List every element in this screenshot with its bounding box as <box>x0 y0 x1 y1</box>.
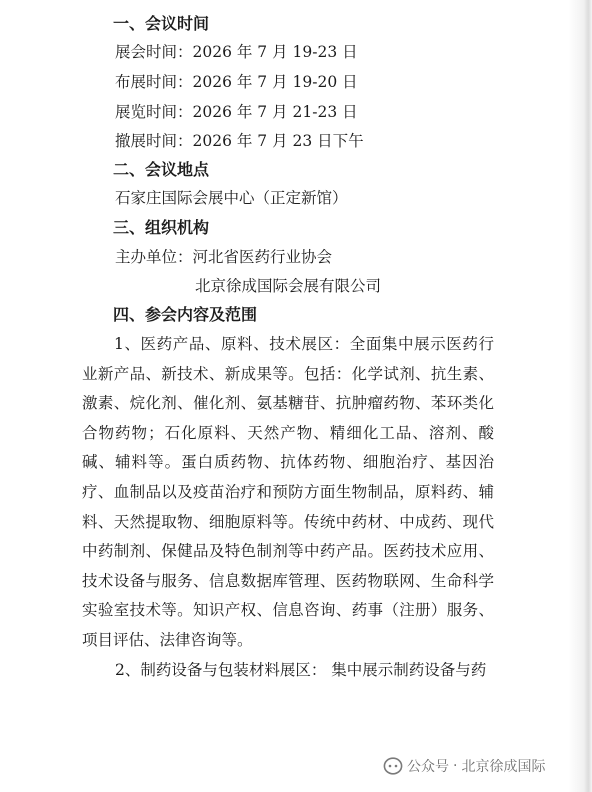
scope-item-1-paragraph: 1、医药产品、原料、技术展区：全面集中展示医药行业新产品、新技术、新成果等。包括：化学试剂、抗生素、激素、烷化剂、催化剂、氨基糖苷、抗肿瘤药物、苯环类化合物药物；石化原料、天然产物、精细化工品、溶剂、酸碱、辅料等。蛋白质药物、抗体药物、细胞治疗、基因治疗、血制品以及疫苗治疗和预防方面生物制品，原料药、辅料、天然提取物、细胞原料等。传统中药材、中成药、现代中药制剂、保健品及特色制剂等中药产品。医药技术应用、技术设备与服务、信息数据库管理、医药物联网、生命科学实验室技术等。知识产权、信息咨询、药事（注册）服务、项目评估、法律咨询等。 <box>82 335 494 649</box>
organizer-primary: 主办单位：河北省医药行业协会 <box>115 248 333 266</box>
scope-item-2-paragraph: 2、制药设备与包装材料展区： 集中展示制药设备与药 <box>115 661 487 679</box>
schedule-exhibition-time: 展会时间：2026 年 7 月 19-23 日 <box>115 43 358 61</box>
organizer-secondary: 北京徐成国际会展有限公司 <box>195 277 382 295</box>
watermark-prefix: 公众号 <box>407 759 449 775</box>
watermark-separator: · <box>453 758 458 774</box>
section-heading-meeting-time: 一、会议时间 <box>113 14 210 33</box>
section-heading-organizers: 三、组织机构 <box>113 218 210 237</box>
wechat-watermark <box>383 754 545 778</box>
schedule-teardown-time: 撤展时间：2026 年 7 月 23 日下午 <box>115 132 364 150</box>
venue-text: 石家庄国际会展中心（正定新馆） <box>115 189 348 207</box>
watermark-account-name: 北京徐成国际 <box>461 759 546 775</box>
section-heading-venue: 二、会议地点 <box>113 160 210 179</box>
schedule-setup-time: 布展时间：2026 年 7 月 19-20 日 <box>115 73 358 91</box>
schedule-display-time: 展览时间：2026 年 7 月 21-23 日 <box>115 103 358 121</box>
section-heading-scope: 四、参会内容及范围 <box>113 305 258 324</box>
wechat-official-account-icon <box>383 757 403 775</box>
